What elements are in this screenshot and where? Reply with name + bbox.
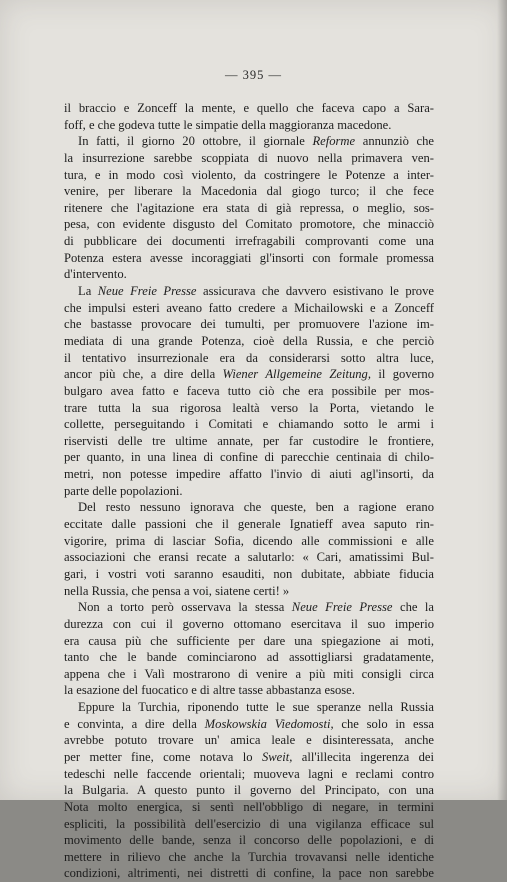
line-text: la esazione del fuocatico e di altre tasse abbastanza esose. — [64, 683, 355, 698]
line-text-continued: all'illecita ingerenza dei — [292, 749, 434, 764]
newspaper-title: Sweit, — [261, 749, 293, 764]
text-line — [64, 566, 434, 583]
line-text: gari, i vostri voti saranno esauditi, non dubitate, abbiate fiducia — [64, 566, 434, 581]
line-text: Potenza estera avesse incoraggiati gl'insorti con formale promessa — [64, 250, 434, 265]
line-text: ritenere che l'agitazione era stata di già repressa, o meglio, sos- — [64, 200, 434, 215]
text-line — [64, 200, 434, 217]
text-line — [64, 383, 434, 400]
line-text: la Bulgaria. A questo punto il governo del Principato, con una — [64, 783, 434, 798]
line-text-continued: annunziò che — [355, 134, 434, 149]
line-text: tanto che le bande cominciarono ad assottigliarsi gradatamente, — [64, 650, 434, 665]
text-line — [64, 583, 434, 600]
text-line — [64, 633, 434, 650]
line-text: Del resto nessuno ignorava che queste, ben a ragione erano — [78, 500, 434, 515]
newspaper-title: Moskowskia Viedomosti, — [204, 716, 334, 731]
text-line — [64, 233, 434, 250]
newspaper-title: Wiener Allgemeine Zeitung, — [222, 367, 371, 382]
line-text: parte delle popolazioni. — [64, 483, 183, 498]
text-line — [64, 316, 434, 333]
line-text: riservisti delle tre ultime annate, per far custodire le frontiere, — [64, 433, 434, 448]
line-text: e convinta, a dire della — [64, 716, 205, 731]
text-line — [64, 749, 434, 766]
text-line — [64, 832, 434, 849]
line-text: era causa più che sufficiente per dare una spiegazione ai moti, — [64, 633, 434, 648]
text-line — [64, 333, 434, 350]
newspaper-title: Neue Freie Presse — [291, 600, 393, 615]
line-text: il tentativo insurrezionale era da considerarsi sotto altra luce, — [64, 350, 434, 365]
page-number: — 395 — — [225, 68, 282, 82]
line-text: eccitate dalle passioni che il generale Ignatieff avea saputo rin- — [64, 517, 434, 532]
text-line — [64, 666, 434, 683]
newspaper-title: Neue Freie Presse — [97, 284, 197, 299]
line-text: vigorire, prima di lasciar Sofia, dicendo alle commissioni e alle — [64, 533, 434, 548]
text-line — [64, 499, 434, 516]
text-line — [64, 799, 434, 816]
line-text: per metter fine, come notava lo — [64, 749, 262, 764]
line-text-continued: che la — [392, 600, 434, 615]
text-line — [64, 549, 434, 566]
line-text: condizioni, altrimenti, nei distretti di confine, la pace non sarebbe — [64, 866, 434, 881]
line-text: la insurrezione sarebbe scoppiata di nuovo nella primavera ven- — [64, 150, 434, 165]
text-line — [64, 300, 434, 317]
line-text: espliciti, la possibilità dell'esercizio di una vigilanza efficace sul — [64, 816, 434, 831]
line-text: d'intervento. — [64, 267, 127, 282]
page-edge-shadow — [497, 0, 507, 800]
text-line — [64, 466, 434, 483]
text-line — [64, 865, 434, 882]
line-text: avrebbe potuto trovare un' amica leale e disinteressata, anche — [64, 733, 434, 748]
text-line — [64, 283, 434, 300]
text-line — [64, 682, 434, 699]
text-line — [64, 133, 434, 150]
body-text — [64, 100, 434, 882]
text-line — [64, 716, 434, 733]
text-line — [64, 167, 434, 184]
line-text: appena che i Valì mostrarono di venire a più miti consigli circa — [64, 666, 434, 681]
line-text: pesa, con evidente disgusto del Comitato promotore, che minacciò — [64, 217, 434, 232]
line-text: ancor più che, a dire della — [64, 367, 223, 382]
line-text: movimento delle bande, senza il concorso delle popolazioni, e di — [64, 833, 434, 848]
line-text-continued: il governo — [371, 367, 434, 382]
line-text: il braccio e Zonceff la mente, e quello che faceva capo a Sara- — [64, 101, 434, 115]
line-text: di pubblicare dei documenti irrefragabili comprovanti come una — [64, 234, 434, 249]
text-line — [64, 449, 434, 466]
text-line — [64, 117, 434, 134]
line-text: che bastasse provocare dei tumulti, per promuovere l'azione im- — [64, 317, 434, 332]
line-text: bulgaro avea fatto e faceva tutto ciò che era possibile per mos- — [64, 383, 434, 398]
text-line — [64, 250, 434, 267]
line-text: metri, non potesse impedire affatto l'invio di aiuti agl'insorti, da — [64, 467, 434, 482]
text-line — [64, 732, 434, 749]
text-line — [64, 416, 434, 433]
text-line — [64, 649, 434, 666]
text-line — [64, 699, 434, 716]
line-text: mediata di una grande Potenza, cioè della Russia, e che perciò — [64, 333, 434, 348]
line-text: durezza con cui il governo ottomano esercitava il suo imperio — [64, 616, 434, 631]
line-text: Nota molto energica, si sentì nell'obbligo di negare, in termini — [64, 799, 434, 814]
text-line — [64, 782, 434, 799]
line-text: associazioni che eransi recate a salutarlo: « Cari, amatissimi Bul- — [64, 550, 434, 565]
line-text: foff, e che godeva tutte le simpatie della maggioranza macedone. — [64, 117, 392, 132]
line-text-continued: assicurava che davvero esistivano le prove — [196, 284, 434, 299]
text-line — [64, 183, 434, 200]
text-line — [64, 350, 434, 367]
line-text: venire, per liberare la Macedonia dal giogo turco; il che fece — [64, 184, 434, 199]
line-text-continued: che solo in essa — [333, 716, 434, 731]
line-text: Non a torto però osservava la stessa — [78, 600, 292, 615]
line-text: per quanto, in una linea di confine di parecchie centinaia di chilo- — [64, 450, 434, 465]
line-text: collette, perseguitando i Comitati e chiamando sotto le armi i — [64, 417, 434, 432]
text-line — [64, 483, 434, 500]
line-text: tura, e in modo così violento, da costringere le Potenze a inter- — [64, 167, 434, 182]
text-line — [64, 400, 434, 417]
text-line — [64, 366, 434, 383]
newspaper-title: Reforme — [312, 134, 356, 149]
text-line — [64, 216, 434, 233]
text-line — [64, 849, 434, 866]
line-text: tedeschi nelle faccende orientali; muoveva lagni e reclami contro — [64, 766, 434, 781]
line-text: La — [78, 284, 98, 299]
line-text: mettere in rilievo che anche la Turchia trovavansi nelle identiche — [64, 849, 434, 864]
text-line — [64, 150, 434, 167]
line-text: In fatti, il giorno 20 ottobre, il giornale — [78, 134, 313, 149]
line-text: trare tutta la sua rigorosa lealtà verso la Porta, vietando le — [64, 400, 434, 415]
text-line — [64, 616, 434, 633]
line-text: Eppure la Turchia, riponendo tutte le sue speranze nella Russia — [78, 700, 434, 715]
text-line — [64, 766, 434, 783]
text-line — [64, 599, 434, 616]
text-line — [64, 816, 434, 833]
line-text: che impulsi esteri aveano fatto credere a Michailowski e a Zonceff — [64, 300, 434, 315]
text-line — [64, 533, 434, 550]
text-line — [64, 266, 434, 283]
text-line — [64, 100, 434, 117]
line-text: nella Russia, che pensa a voi, siatene certi! » — [64, 583, 290, 598]
text-line — [64, 516, 434, 533]
text-line — [64, 433, 434, 450]
